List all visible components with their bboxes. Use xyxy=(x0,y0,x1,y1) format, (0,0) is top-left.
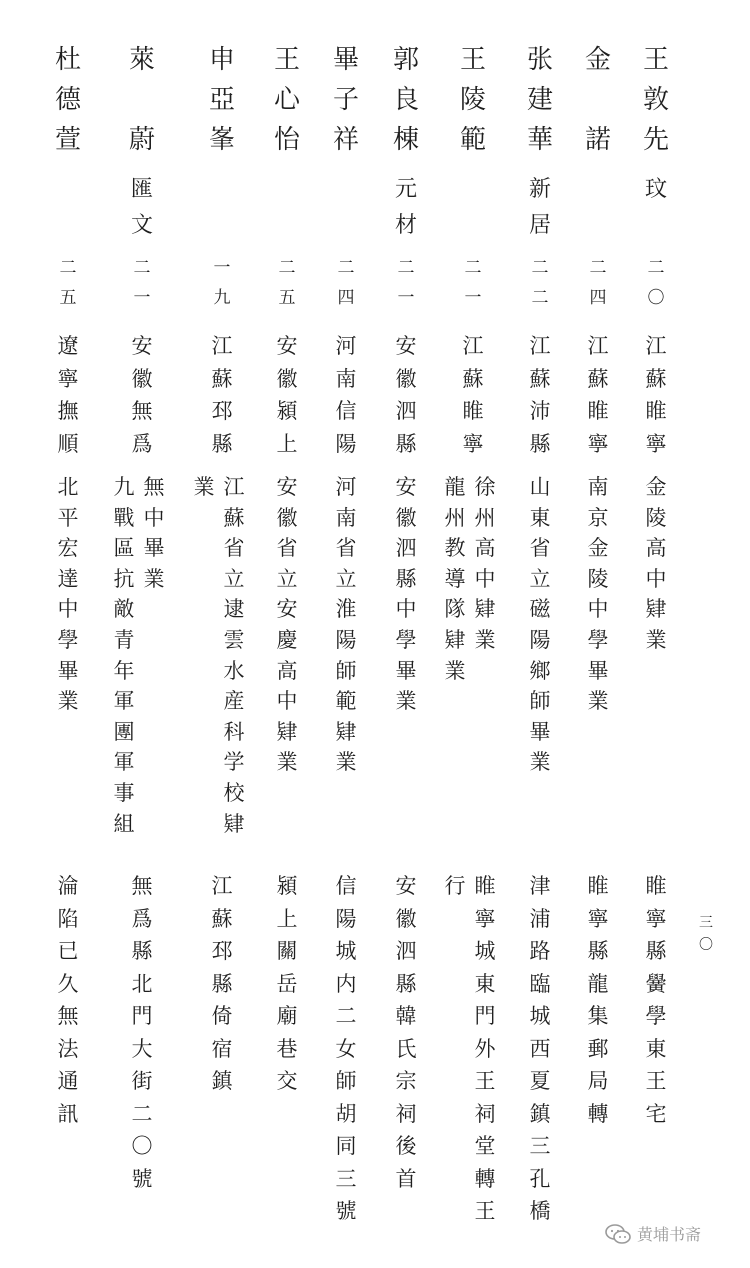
courtesy-name: 匯 文 xyxy=(130,177,153,238)
age: 二 〇 xyxy=(647,258,665,308)
native-place: 江 蘇 睢 寧 xyxy=(462,334,484,456)
education: 南 京 金 陵 中 學 畢 業 xyxy=(587,475,609,714)
watermark xyxy=(604,1222,701,1245)
address: 津 浦 路 臨 城 西 夏 鎮 三 孔 橋 xyxy=(529,874,551,1223)
person-name: 郭 良 棟 xyxy=(392,45,419,155)
education: 金 陵 高 中 肄 業 xyxy=(645,475,667,652)
education: 安 徽 省 立 安 慶 高 中 肄 業 xyxy=(276,475,298,775)
address: 睢 寧 城 東 門 外 王 祠 堂 轉 王 xyxy=(474,874,496,1223)
age: 二 五 xyxy=(59,258,77,308)
page-number: 三 〇 xyxy=(699,915,713,953)
native-place: 安 徽 泗 縣 xyxy=(395,334,417,456)
person-name: 杜 德 萱 xyxy=(54,45,81,155)
address: 睢 寧 縣 黌 學 東 王 宅 xyxy=(645,874,667,1126)
education: 無 中 畢 業 xyxy=(143,475,165,591)
education: 北 平 宏 達 中 學 畢 業 xyxy=(57,475,79,714)
address: 潁 上 關 岳 廟 巷 交 xyxy=(276,874,298,1093)
native-place: 安 徽 無 爲 xyxy=(131,334,153,456)
courtesy-name: 元 材 xyxy=(394,177,417,238)
education-continued: 業 xyxy=(193,475,215,499)
person-name: 金 諾 xyxy=(584,45,611,155)
native-place: 江 蘇 沛 縣 xyxy=(529,334,551,456)
age: 二 一 xyxy=(133,258,151,308)
age: 二 一 xyxy=(464,258,482,308)
age: 二 四 xyxy=(337,258,355,308)
native-place: 安 徽 潁 上 xyxy=(276,334,298,456)
education: 江 蘇 省 立 逮 雲 水 産 科 学 校 肄 xyxy=(223,475,245,836)
address: 無 爲 縣 北 門 大 街 二 〇 號 xyxy=(131,874,153,1191)
wechat-icon xyxy=(604,1223,632,1245)
address: 江 蘇 邳 縣 倚 宿 鎮 xyxy=(211,874,233,1093)
address-continued: 行 xyxy=(444,874,466,898)
courtesy-name: 玟 xyxy=(644,177,667,202)
person-name: 萊 蔚 xyxy=(128,45,155,155)
native-place: 江 蘇 邳 縣 xyxy=(211,334,233,456)
address: 淪 陷 已 久 無 法 通 訊 xyxy=(57,874,79,1126)
courtesy-name: 新 居 xyxy=(528,177,551,238)
person-name: 王 敦 先 xyxy=(642,45,669,155)
education-continued: 九 戰 區 抗 敵 青 年 軍 團 軍 事 組 xyxy=(113,475,135,836)
person-name: 王 心 怡 xyxy=(273,45,300,155)
person-name: 王 陵 範 xyxy=(459,45,486,155)
age: 二 一 xyxy=(397,258,415,308)
person-name: 张 建 華 xyxy=(526,45,553,155)
watermark-text: 黄埔书斋 xyxy=(637,1225,702,1244)
native-place: 江 蘇 睢 寧 xyxy=(645,334,667,456)
address: 信 陽 城 内 二 女 師 胡 同 三 號 xyxy=(335,874,357,1223)
age: 二 五 xyxy=(278,258,296,308)
native-place: 遼 寧 撫 順 xyxy=(57,334,79,456)
education: 徐 州 高 中 肄 業 xyxy=(474,475,496,652)
age: 二 二 xyxy=(531,258,549,308)
native-place: 河 南 信 陽 xyxy=(335,334,357,456)
education: 山 東 省 立 磁 陽 鄉 師 畢 業 xyxy=(529,475,551,775)
age: 二 四 xyxy=(589,258,607,308)
age: 一 九 xyxy=(213,258,231,308)
person-name: 畢 子 祥 xyxy=(332,45,359,155)
address: 睢 寧 縣 龍 集 郵 局 轉 xyxy=(587,874,609,1126)
education: 安 徽 泗 縣 中 學 畢 業 xyxy=(395,475,417,714)
education-continued: 龍 州 教 導 隊 肄 業 xyxy=(444,475,466,683)
education: 河 南 省 立 淮 陽 師 範 肄 業 xyxy=(335,475,357,775)
address: 安 徽 泗 縣 韓 氏 宗 祠 後 首 xyxy=(395,874,417,1191)
native-place: 江 蘇 睢 寧 xyxy=(587,334,609,456)
person-name: 申 亞 峯 xyxy=(208,45,235,155)
